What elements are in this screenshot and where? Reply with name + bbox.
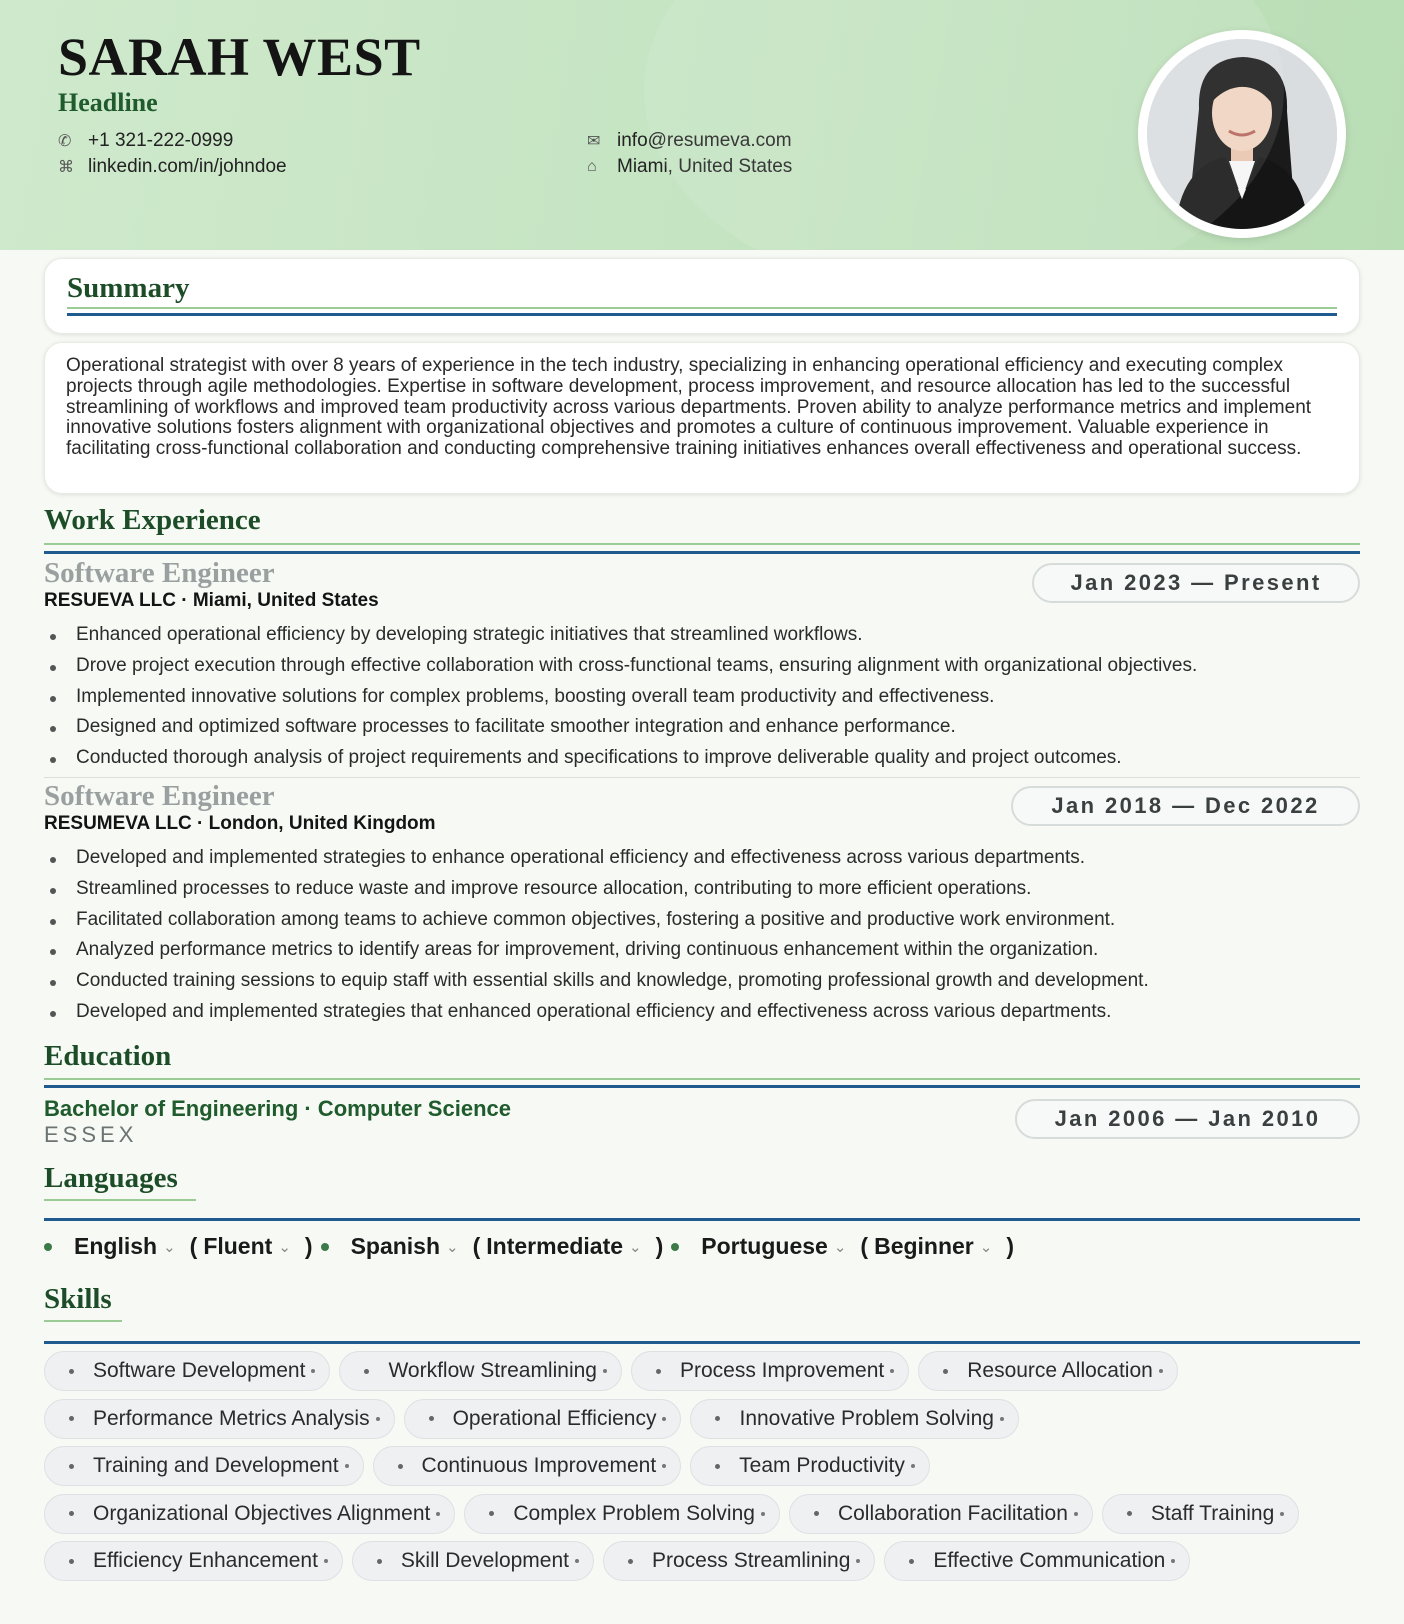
chevron-down-icon[interactable]: ⌄ — [278, 1238, 291, 1256]
resume-header — [0, 0, 1404, 250]
envelope-icon: ✉ — [587, 133, 601, 150]
list-item: Drove project execution through effective collaboration with cross-functional teams, ensuring alignment with organizational objectives. — [76, 651, 1197, 682]
school: ESSEX — [44, 1122, 138, 1147]
list-item: Facilitated collaboration among teams to achieve common objectives, fostering a positive and productive work environment. — [76, 905, 1149, 936]
skill-chip: Performance Metrics Analysis — [44, 1399, 395, 1439]
contact-location — [587, 156, 792, 178]
bullet-dot — [671, 1243, 679, 1251]
job-dates: Jan 2023 — Present — [1032, 563, 1360, 603]
job-bullets — [76, 843, 1149, 1028]
summary-divider-green — [67, 307, 1337, 309]
skill-row — [44, 1541, 1374, 1581]
education-divider-blue — [44, 1085, 1360, 1088]
list-item: Analyzed performance metrics to identify areas for improvement, driving continuous enhancement within the organization. — [76, 935, 1149, 966]
contact-linkedin — [58, 156, 287, 178]
skills-divider-blue — [44, 1341, 1360, 1344]
language-level: Fluent — [203, 1233, 273, 1259]
command-icon: ⌘ — [58, 159, 74, 176]
chevron-down-icon[interactable]: ⌄ — [446, 1238, 459, 1256]
skill-chip: Collaboration Facilitation — [789, 1494, 1093, 1534]
languages-list: English ⌄ ( Fluent ⌄ ) Spanish ⌄ ( Intermediate ⌄ ) Portuguese ⌄ ( Beginner ⌄ ) — [44, 1233, 1020, 1260]
list-item: Streamlined processes to reduce waste and improve resource allocation, contributing to more efficient operations. — [76, 874, 1149, 905]
language-name: English — [74, 1233, 158, 1259]
profile-photo-frame — [1138, 30, 1346, 238]
phone-icon: ✆ — [58, 133, 72, 150]
headline: Headline — [58, 88, 158, 117]
skill-chip: Efficiency Enhancement — [44, 1541, 343, 1581]
languages-underline — [44, 1199, 196, 1201]
language-level: Beginner — [874, 1233, 974, 1259]
list-item: Developed and implemented strategies to enhance operational efficiency and effectiveness across various departments. — [76, 843, 1149, 874]
skills-heading: Skills — [44, 1283, 112, 1315]
skill-chip: Software Development — [44, 1351, 330, 1391]
skills-underline — [44, 1320, 122, 1322]
profile-photo — [1147, 39, 1337, 229]
skill-row — [44, 1351, 1374, 1391]
list-item: Implemented innovative solutions for complex problems, boosting overall team productivity and effectiveness. — [76, 682, 1197, 713]
skill-row — [44, 1494, 1374, 1534]
location-text: Miami, United States — [617, 156, 793, 177]
chevron-down-icon[interactable]: ⌄ — [163, 1238, 176, 1256]
job-dates: Jan 2018 — Dec 2022 — [1011, 786, 1360, 826]
chevron-down-icon[interactable]: ⌄ — [833, 1238, 847, 1256]
job-title: Software Engineer — [44, 557, 275, 589]
contact-email — [587, 130, 792, 152]
skill-chip: Innovative Problem Solving — [690, 1399, 1018, 1439]
skill-chip: Skill Development — [352, 1541, 594, 1581]
skill-row — [44, 1399, 1374, 1439]
email-text: info@resumeva.com — [617, 130, 792, 151]
list-item: Conducted training sessions to equip staff with essential skills and knowledge, promoting professional growth and development. — [76, 966, 1149, 997]
bullet-dot — [44, 1243, 52, 1251]
summary-heading: Summary — [67, 272, 190, 304]
list-item: Enhanced operational efficiency by developing strategic initiatives that streamlined workflows. — [76, 620, 1197, 651]
skill-chip: Training and Development — [44, 1446, 364, 1486]
bullet-dot — [321, 1243, 329, 1251]
work-divider-blue — [44, 551, 1360, 554]
linkedin-text: linkedin.com/in/johndoe — [88, 156, 287, 177]
skill-chip: Resource Allocation — [918, 1351, 1178, 1391]
degree: Bachelor of Engineering · Computer Science — [44, 1096, 511, 1121]
summary-title-card — [44, 258, 1360, 334]
job-separator — [44, 777, 1360, 778]
list-item: Designed and optimized software processes to facilitate smoother integration and enhance performance. — [76, 712, 1197, 743]
education-heading: Education — [44, 1040, 172, 1072]
work-experience-heading: Work Experience — [44, 504, 261, 536]
skill-chip: Process Improvement — [631, 1351, 909, 1391]
chevron-down-icon[interactable]: ⌄ — [629, 1238, 642, 1256]
language-level: Intermediate — [486, 1233, 624, 1259]
chevron-down-icon[interactable]: ⌄ — [979, 1238, 993, 1256]
skill-chip: Staff Training — [1102, 1494, 1299, 1534]
languages-heading: Languages — [44, 1162, 178, 1194]
work-divider-green — [44, 543, 1360, 545]
skill-chip: Continuous Improvement — [373, 1446, 682, 1486]
skill-chip: Operational Efficiency — [404, 1399, 682, 1439]
skills-list — [44, 1351, 1374, 1589]
phone-text: +1 321-222-0999 — [88, 130, 234, 151]
list-item: Conducted thorough analysis of project requirements and specifications to improve deliverable quality and project outcomes. — [76, 743, 1197, 774]
skill-chip: Organizational Objectives Alignment — [44, 1494, 455, 1534]
skill-row — [44, 1446, 1374, 1486]
job-title: Software Engineer — [44, 780, 275, 812]
home-icon: ⌂ — [587, 158, 597, 175]
education-divider-green — [44, 1078, 1360, 1080]
job-bullets — [76, 620, 1197, 774]
job-company: RESUMEVA LLC · London, United Kingdom — [44, 813, 436, 834]
language-name: Spanish — [350, 1233, 441, 1259]
skill-chip: Complex Problem Solving — [464, 1494, 780, 1534]
list-item: Developed and implemented strategies that enhanced operational efficiency and effectiveness across various departments. — [76, 997, 1149, 1028]
education-dates: Jan 2006 — Jan 2010 — [1015, 1099, 1360, 1139]
contact-phone — [58, 130, 233, 152]
skill-chip: Team Productivity — [690, 1446, 930, 1486]
candidate-name: SARAH WEST — [58, 27, 421, 87]
summary-text: Operational strategist with over 8 years of experience in the tech industry, specializing in enhancing operational efficiency and executing complex projects through agile methodologies. Expertise in software development, process improvement, and resource allocation has led to the successful streamlining of workflows and improved team productivity across various departments. Proven ability to analyze performance metrics and implement innovative solutions fosters alignment with organizational objectives and promotes a culture of continuous improvement. Valuable experience in facilitating cross-functional collaboration and conducting comprehensive training initiatives enhances overall effectiveness and operational success. — [66, 355, 1312, 460]
skill-chip: Process Streamlining — [603, 1541, 875, 1581]
job-company: RESUEVA LLC · Miami, United States — [44, 590, 379, 611]
languages-divider-blue — [44, 1218, 1360, 1221]
language-name: Portuguese — [701, 1233, 828, 1259]
skill-chip: Effective Communication — [884, 1541, 1190, 1581]
skill-chip: Workflow Streamlining — [339, 1351, 622, 1391]
summary-divider-blue — [67, 313, 1337, 316]
